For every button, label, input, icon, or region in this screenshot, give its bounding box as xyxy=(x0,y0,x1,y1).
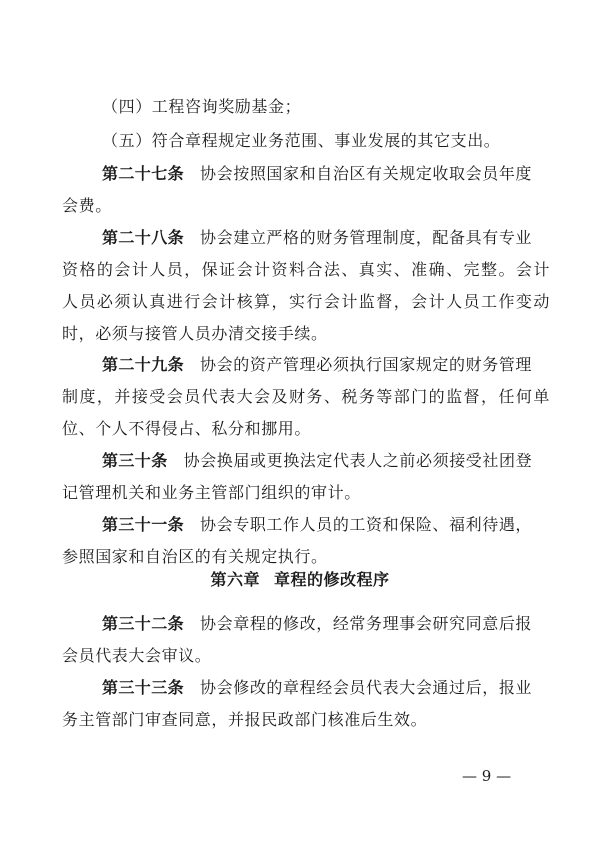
article-28-line-4: 时，必须与接管人员办清交接手续。 xyxy=(62,324,328,343)
article-28-text: 协会建立严格的财务管理制度，配备具有专业 xyxy=(200,228,533,247)
article-31-line-1 xyxy=(102,515,550,535)
article-29-line-3: 位、个人不得侵占、私分和挪用。 xyxy=(62,419,312,438)
article-30-text: 协会换届或更换法定代表人之前必须接受社团登 xyxy=(183,451,533,470)
article-28-label: 第二十八条 xyxy=(102,228,185,247)
chapter-heading xyxy=(0,570,600,590)
article-31-label: 第三十一条 xyxy=(102,515,185,534)
article-33-line-1 xyxy=(102,678,550,698)
page-number: — 9 — xyxy=(462,767,512,785)
article-30-line-1 xyxy=(102,451,550,471)
article-29-label: 第二十九条 xyxy=(102,355,185,374)
article-28-line-2: 资格的会计人员，保证会计资料合法、真实、准确、完整。会计 xyxy=(62,260,550,279)
item-5: （五）符合章程规定业务范围、事业发展的其它支出。 xyxy=(102,131,501,150)
article-33-text: 协会修改的章程经会员代表大会通过后，报业 xyxy=(200,678,533,697)
article-31-line-2: 参照国家和自治区的有关规定执行。 xyxy=(62,547,328,566)
article-27-line-2: 会费。 xyxy=(62,196,112,215)
article-30-line-2: 记管理机关和业务主管部门组织的审计。 xyxy=(62,483,361,502)
article-27-text: 协会按照国家和自治区有关规定收取会员年度 xyxy=(200,164,533,183)
article-33-label: 第三十三条 xyxy=(102,678,185,697)
article-33-line-2: 务主管部门审查同意，并报民政部门核准后生效。 xyxy=(62,710,428,729)
article-29-line-1 xyxy=(102,355,550,375)
article-29-text: 协会的资产管理必须执行国家规定的财务管理 xyxy=(200,355,533,374)
article-31-text: 协会专职工作人员的工资和保险、福利待遇， xyxy=(200,515,533,534)
item-4: （四）工程咨询奖励基金； xyxy=(102,97,302,116)
article-32-line-2: 会员代表大会审议。 xyxy=(62,646,212,665)
article-32-text: 协会章程的修改，经常务理事会研究同意后报 xyxy=(200,614,533,633)
article-30-label: 第三十条 xyxy=(102,451,168,470)
article-27-line-1 xyxy=(102,164,550,184)
article-32-line-1 xyxy=(102,614,550,634)
chapter-title: 章程的修改程序 xyxy=(274,570,390,589)
chapter-number: 第六章 xyxy=(210,570,260,589)
article-27-label: 第二十七条 xyxy=(102,164,185,183)
article-28-line-3: 人员必须认真进行会计核算，实行会计监督，会计人员工作变动 xyxy=(62,292,550,311)
article-29-line-2: 制度，并接受会员代表大会及财务、税务等部门的监督，任何单 xyxy=(62,387,550,406)
article-32-label: 第三十二条 xyxy=(102,614,185,633)
article-28-line-1 xyxy=(102,228,550,248)
